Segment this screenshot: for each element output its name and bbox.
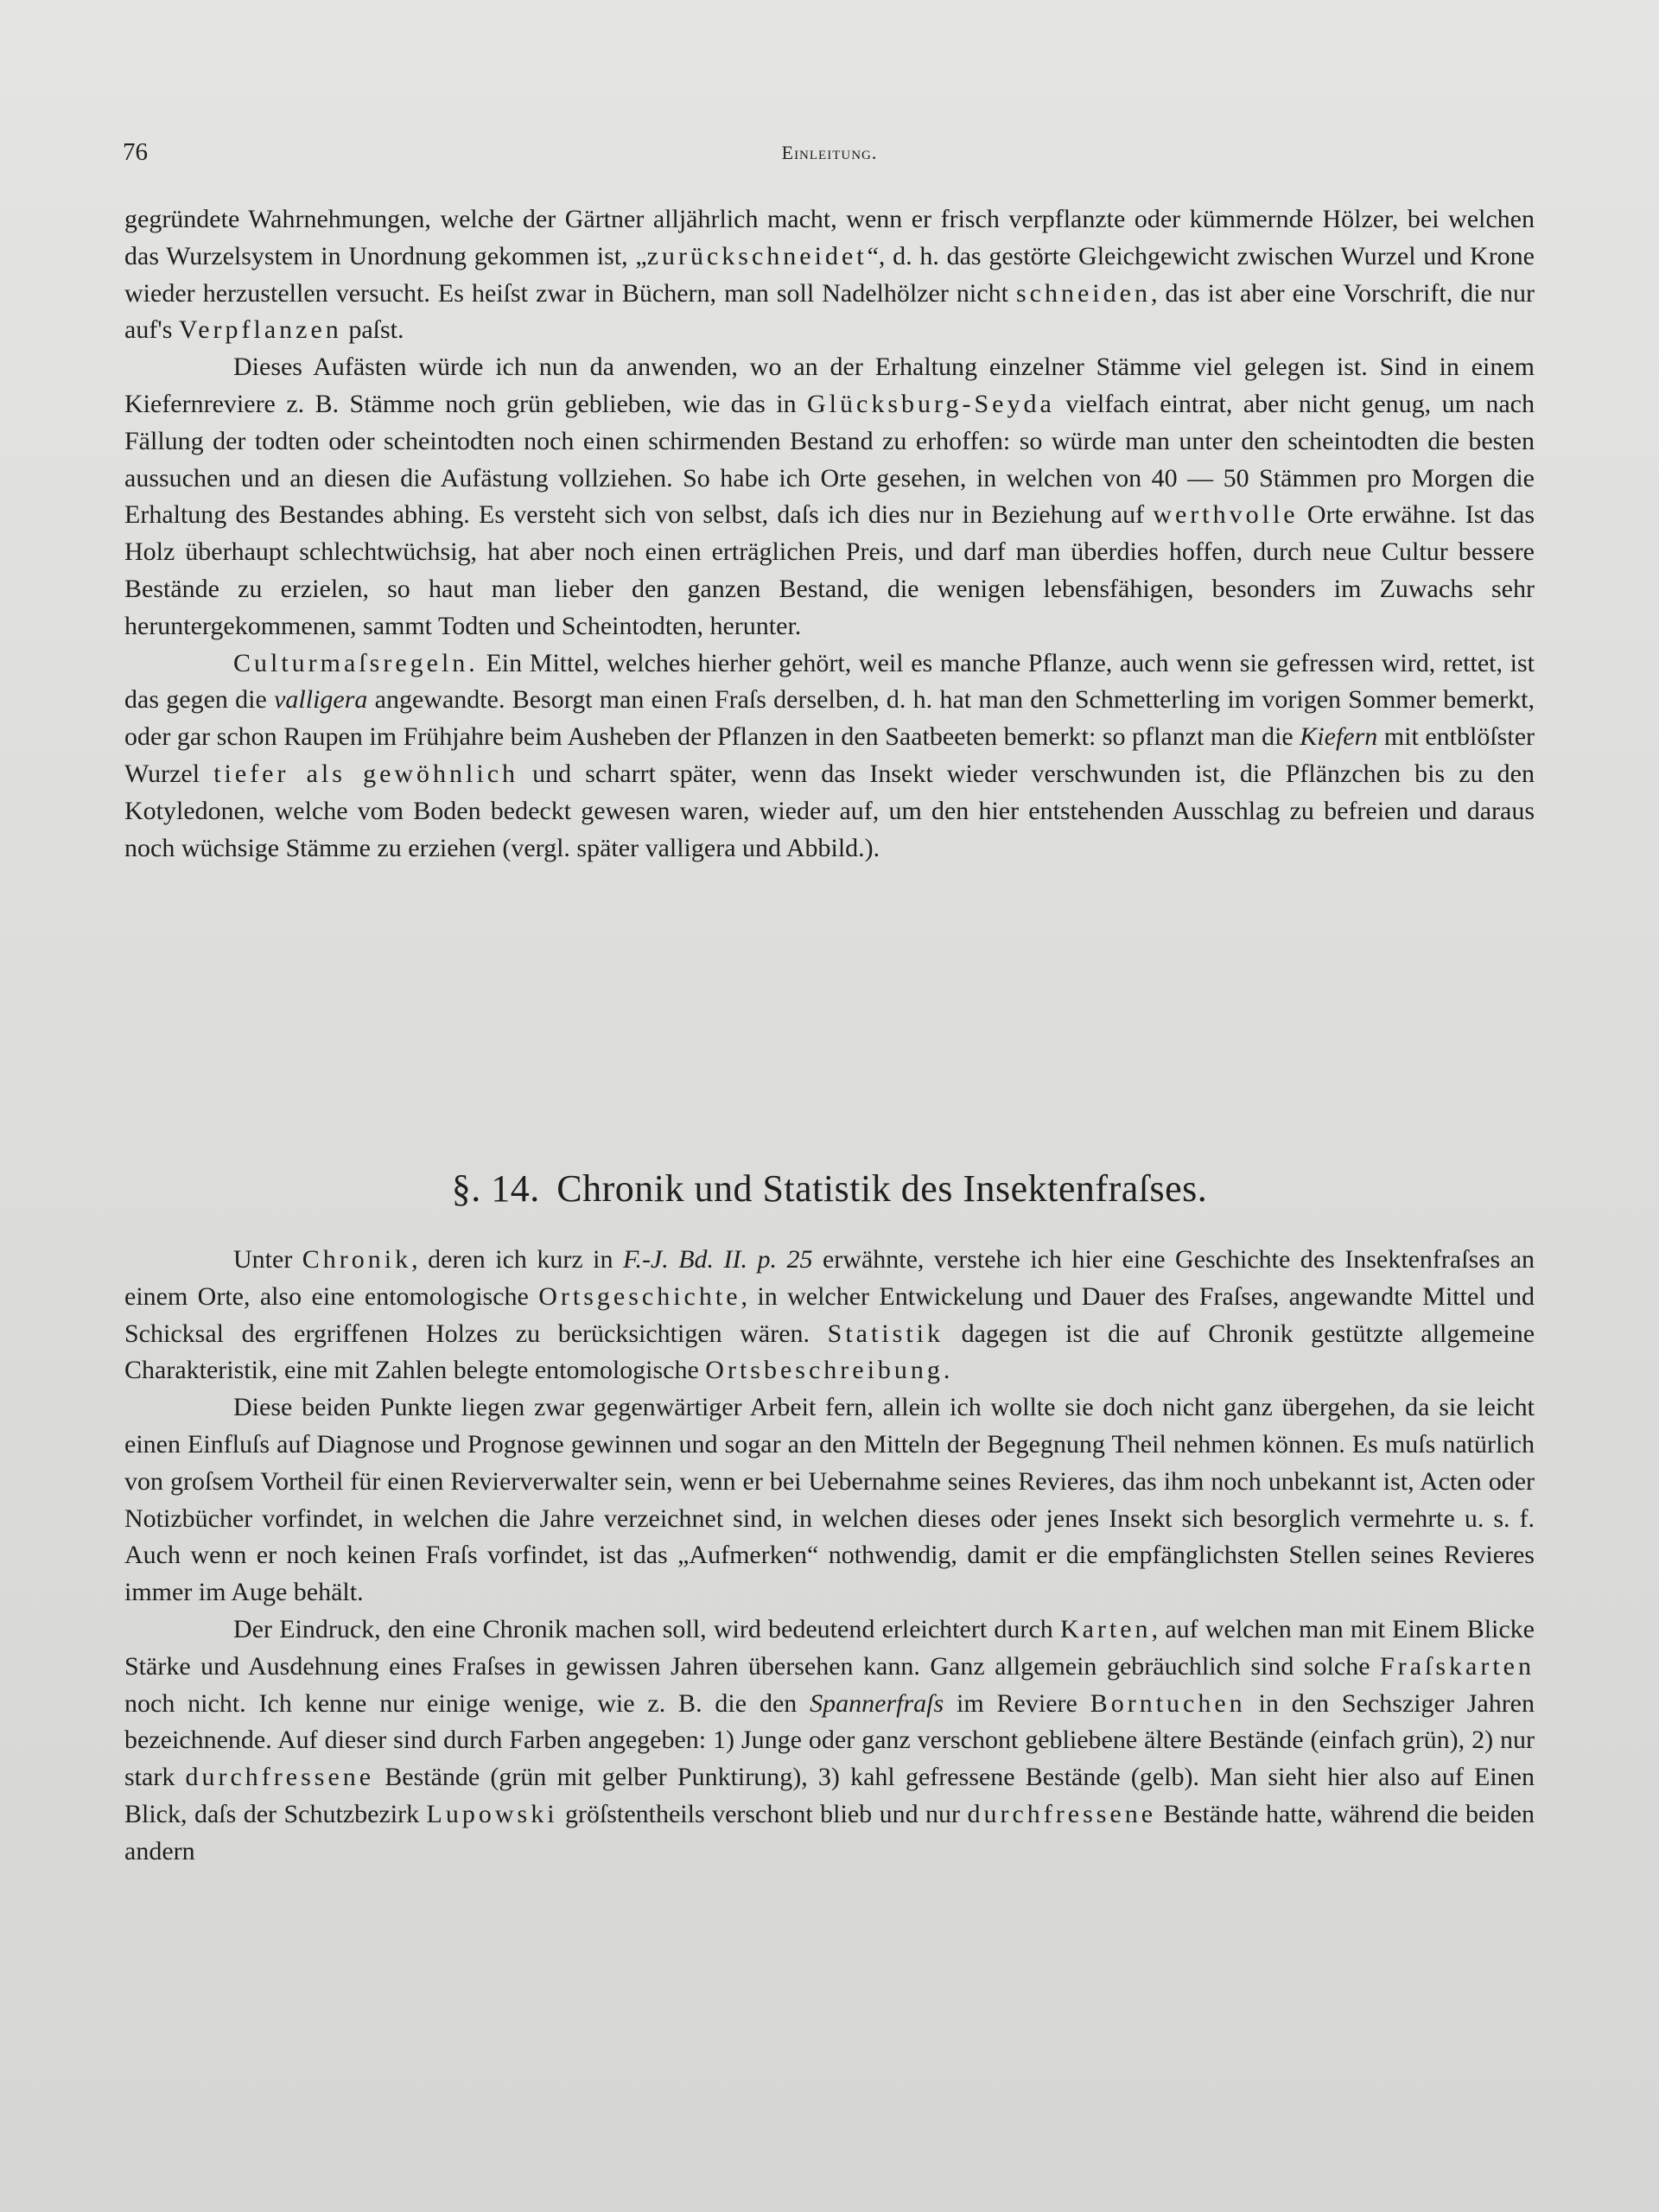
emphasis-reference: F.-J. Bd. II. p. 25 [622, 1245, 813, 1274]
emphasis-culturmassregeln: Culturmaſsregeln. [233, 648, 479, 677]
page-header [123, 138, 1536, 173]
section-title: Chronik und Statistik des Insektenfraſses. [556, 1167, 1208, 1210]
emphasis-durchfressene-1: durchfressene [185, 1763, 375, 1792]
emphasis-werthvolle: werthvolle [1153, 500, 1299, 530]
emphasis-zurueckschneidet: zurückschneidet [646, 241, 868, 270]
emphasis-lupowski: Lupowski [426, 1799, 558, 1828]
paragraph-aufaesten: Dieses Aufästen würde ich nun da anwenden, wo an der Erhaltung einzelner Stämme viel gelegen ist. Sind in einem Kiefernreviere z. B. Stämme noch grün geblieben, wie das in Glücksburg-Seyda vielfach eintrat, aber nicht genug, um nach Fällung der todten oder scheintodten noch einen schirmenden Bestand zu erhoffen: so würde man unter den scheintodten die besten aussuchen und an diesen die Aufästung vollziehen. So habe ich Orte gesehen, in welchen von 40 — 50 Stämmen pro Morgen die Erhaltung des Bestandes abhing. Es versteht sich von selbst, daſs ich dies nur in Beziehung auf werthvolle Orte erwähne. Ist das Holz überhaupt schlechtwüchsig, hat aber noch einen erträglichen Preis, und darf man überdies hoffen, durch neue Cultur bessere Bestände zu erzielen, so haut man lieber den ganzen Bestand, die wenigen lebensfähigen, besonders im Zuwachs sehr heruntergekommenen, sammt Todten und Scheintodten, herunter. [124, 353, 1535, 640]
emphasis-valligera: valligera [274, 685, 368, 715]
emphasis-borntuchen: Borntuchen [1090, 1688, 1246, 1718]
emphasis-frasskarten: Fraſskarten [1380, 1651, 1535, 1681]
page-number: 76 [123, 138, 148, 166]
paragraph-culturmassregeln: Culturmaſsregeln. Ein Mittel, welches hierher gehört, weil es manche Pflanze, auch wenn sie gefressen wird, rettet, ist das gegen die valligera angewandte. Besorgt man einen Fraſs derselben, d. h. hat man den Schmetterling im vorigen Sommer bemerkt, oder gar schon Raupen im Frühjahre beim Ausheben der Pflanzen in den Saatbeeten bemerkt: so pflanzt man die Kiefern mit entblöſster Wurzel tiefer als gewöhnlich und scharrt später, wenn das Insekt wieder verschwunden ist, die Pflänzchen bis zu den Kotyledonen, welche vom Boden bedeckt gewesen waren, wieder auf, um den hier entstehenden Ausschlag zu befreien und daraus noch wüchsige Stämme zu erziehen (vergl. später valligera und Abbild.). [124, 648, 1535, 862]
emphasis-statistik: Statistik [827, 1319, 944, 1348]
text-block-bottom [124, 1242, 1535, 1871]
emphasis-verpflanzen: Verpflanzen [178, 315, 342, 345]
emphasis-ortsbeschreibung: Ortsbeschreibung [705, 1356, 944, 1385]
emphasis-gluecksburg-seyda: Glücksburg-Seyda [807, 389, 1055, 418]
section-number: §. 14. [451, 1167, 540, 1210]
paragraph-chronik-definition: Unter Chronik, deren ich kurz in F.-J. Bd. II. p. 25 erwähnte, verstehe ich hier eine Geschichte des Insektenfraſses an einem Orte, also eine entomologische Ortsgeschichte, in welcher Entwickelung und Dauer des Fraſses, angewandte Mittel und Schicksal des ergriffenen Holzes zu berücksichtigen wären. Statistik dagegen ist die auf Chronik gestützte allgemeine Charakteristik, eine mit Zahlen belegte entomologische Ortsbeschreibung. [124, 1245, 1535, 1385]
emphasis-ortsgeschichte: Ortsgeschichte [538, 1281, 741, 1311]
emphasis-chronik: Chronik [302, 1245, 412, 1274]
text-block-top [124, 201, 1535, 867]
emphasis-tiefer-als-gewoehnlich: tiefer als gewöhnlich [213, 759, 519, 788]
paragraph-karten: Der Eindruck, den eine Chronik machen soll, wird bedeutend erleichtert durch Karten, auf welchen man mit Einem Blicke Stärke und Ausdehnung eines Fraſses in gewissen Jahren übersehen kann. Ganz allgemein gebräuchlich sind solche Fraſskarten noch nicht. Ich kenne nur einige wenige, wie z. B. die den Spannerfraſs im Reviere Borntuchen in den Sechsziger Jahren bezeichnende. Auf dieser sind durch Farben angegeben: 1) Junge oder ganz verschont gebliebene ältere Bestände (einfach grün), 2) nur stark durchfressene Bestände (grün mit gelber Punktirung), 3) kahl gefressene Bestände (gelb). Man sieht hier also auf Einen Blick, daſs der Schutzbezirk Lupowski gröſstentheils verschont blieb und nur durchfressene Bestände hatte, während die beiden andern [124, 1614, 1535, 1866]
paragraph-regrowth: gegründete Wahrnehmungen, welche der Gärtner alljährlich macht, wenn er frisch verpflanzte oder kümmernde Hölzer, bei welchen das Wurzelsystem in Unordnung gekommen ist, „zurückschneidet“, d. h. das gestörte Gleichgewicht zwischen Wurzel und Krone wieder herzustellen versucht. Es heiſst zwar in Büchern, man soll Nadelhölzer nicht schneiden, das ist aber eine Vorschrift, die nur auf's Verpflanzen paſst. [124, 205, 1535, 345]
emphasis-kiefern: Kiefern [1300, 722, 1378, 752]
running-head: Einleitung. [781, 142, 878, 163]
emphasis-schneiden: schneiden [1016, 278, 1151, 308]
emphasis-durchfressene-2: durchfressene [967, 1799, 1157, 1828]
section-heading [124, 1166, 1535, 1211]
emphasis-karten: Karten [1059, 1614, 1152, 1643]
paragraph-diese-beiden-punkte: Diese beiden Punkte liegen zwar gegenwärtiger Arbeit fern, allein ich wollte sie doch nicht ganz übergehen, da sie leicht einen Einfluſs auf Diagnose und Prognose gewinnen und sogar an den Mitteln der Begegnung Theil nehmen können. Es muſs natürlich von groſsem Vortheil für einen Revierverwalter sein, wenn er bei Uebernahme seines Revieres, das ihm noch unbekannt ist, Acten oder Notizbücher vorfindet, in welchen die Jahre verzeichnet sind, in welchen dieses oder jenes Insekt sich besorglich vermehrte u. s. f. Auch wenn er noch keinen Fraſs vorfindet, ist das „Aufmerken“ nothwendig, damit er die empfänglichsten Stellen seines Revieres immer im Auge behält. [124, 1393, 1535, 1607]
emphasis-spannerfrass: Spannerfraſs [810, 1688, 944, 1718]
